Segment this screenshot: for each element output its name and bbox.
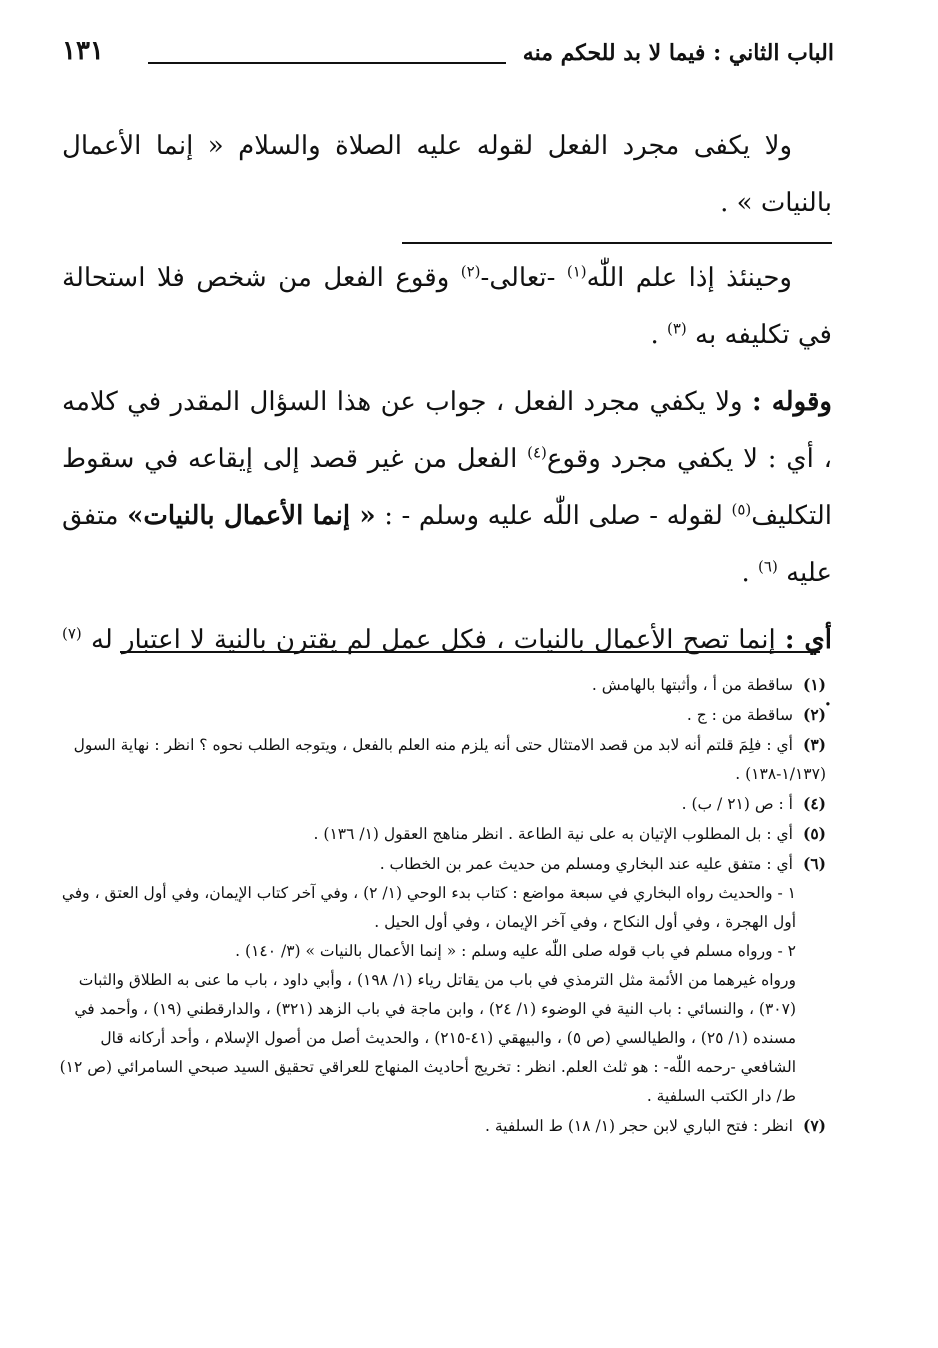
- text-run: وقوع الفعل من شخص فلا استحالة في تكليفه به: [62, 263, 832, 350]
- footnote-number: (٦): [802, 854, 826, 873]
- running-title: الباب الثاني : فيما لا بد للحكم منه: [522, 40, 834, 66]
- text-run: متفق عليه: [62, 501, 832, 588]
- header-rule: [148, 62, 506, 64]
- text-run: ولا يكفي مجرد الفعل ، جواب عن هذا السؤال المقدر في كلامه ، أي : لا يكفي مجرد وقوع: [62, 387, 832, 474]
- footnote-text: أي : فلِمَ قلتم أنه لابد من قصد الامتثال حتى أنه يلزم منه العلم بالفعل ، ويتوجه الطلب نحوه ؟ انظر : نهاية السول (١/١٣٧-١٣٨) .: [73, 736, 826, 783]
- footnote-text: ساقطة من : ج .: [686, 706, 793, 724]
- footnote-marker-2: (٢): [460, 262, 481, 281]
- footnotes: [56, 670, 826, 1141]
- page-number: ١٣١: [62, 36, 104, 66]
- footnote-text: أي : متفق عليه عند البخاري ومسلم من حديث عمر بن الخطاب .: [379, 855, 793, 873]
- footnote-6-detail-3: ورواه غيرهما من الأئمة مثل الترمذي في باب من يقاتل رياء (١/ ١٩٨) ، وأبي داود ، باب ما عنى به الطلاق والثبات (٣٠٧) ، والنسائي : باب النية في الوضوء (١/ ٢٤) ، وابن ماجة في باب الزهد (٣٢١) ، والدارقطني (١٩) ، وأحمد في مسنده (١/ ٢٥) ، والطيالسي (ص ٥) ، والبيهقي (٤١-٢١٥) ، والحديث أصل من أصول الإسلام ، وأحد أركانه قال الشافعي -رحمه اللّٰه- : هو ثلث العلم. انظر : تخريج أحاديث المنهاج للعراقي تحقيق السيد صبحي السامرائي (ص ١٢) ط/ دار الكتب السلفية .: [59, 971, 796, 1105]
- footnote-2: [56, 700, 826, 730]
- footnote-6-detail-2: ٢ - ورواه مسلم في باب قوله صلى اللّٰه عليه وسلم : « إنما الأعمال بالنيات » (٣/ ١٤٠) .: [235, 942, 796, 960]
- paragraph-1: ولا يكفى مجرد الفعل لقوله عليه الصلاة والسلام « إنما الأعمال بالنيات » .: [62, 131, 832, 218]
- text-run: لقوله - صلى اللّٰه عليه وسلم - :: [375, 501, 732, 531]
- paragraph-2: [62, 250, 832, 364]
- footnote-text: أي : بل المطلوب الإتيان به على نية الطاعة . انظر مناهج العقول (١/ ١٣٦) .: [313, 825, 793, 843]
- footnote-marker-1: (١): [566, 262, 587, 281]
- footnote-text: ساقطة من أ ، وأثبتها بالهامش .: [591, 676, 793, 694]
- footnote-text: انظر : فتح الباري لابن حجر (١/ ١٨) ط السلفية .: [484, 1117, 793, 1135]
- footnote-number: (٢): [802, 705, 826, 724]
- text-run: .: [650, 320, 667, 350]
- text-run: الفعل من غير قصد إلى إيقاعه في سقوط التكليف: [62, 444, 832, 531]
- footnote-marker-3: (٣): [667, 319, 687, 338]
- hadith-quote: « إنما الأعمال بالنيات»: [127, 501, 376, 531]
- text-run: إنما تصح الأعمال بالنيات ، فكل عمل لم يقترن بالنية لا اعتبار له: [81, 625, 785, 655]
- lead-word: أي :: [784, 625, 832, 655]
- paragraph-3: [62, 374, 832, 602]
- footnote-marker-4: (٤): [527, 443, 547, 462]
- footnote-number: (٣): [802, 735, 826, 754]
- footnote-3: [56, 730, 826, 789]
- text-run: .: [741, 558, 759, 588]
- footnote-marker-6: (٦): [758, 557, 778, 576]
- footnote-1: [56, 670, 826, 700]
- main-text: [62, 118, 832, 736]
- footnote-separator: [120, 651, 820, 653]
- text-run: -تعالى-: [480, 263, 567, 293]
- text-run: .: [823, 682, 832, 712]
- footnote-number: (١): [802, 675, 826, 694]
- footnote-marker-5: (٥): [731, 500, 752, 519]
- footnote-number: (٧): [802, 1116, 826, 1135]
- footnote-number: (٤): [802, 794, 826, 813]
- footnote-5: [56, 819, 826, 849]
- footnote-6-detail-1: ١ - والحديث رواه البخاري في سبعة مواضع : كتاب بدء الوحي (١/ ٢) ، وفي آخر كتاب الإيمان، وفي أول العتق ، وفي أول الهجرة ، وفي أول النكاح ، وفي آخر الإيمان ، وفي أول الحيل .: [61, 884, 796, 931]
- footnote-7: [56, 1111, 826, 1141]
- lead-word: وقوله :: [751, 387, 832, 417]
- footnote-marker-7: (٧): [62, 624, 82, 643]
- footnote-text: أ : ص (٢١ / ب) .: [681, 795, 793, 813]
- text-run: وحينئذ إذا علم اللّٰه: [586, 263, 792, 293]
- paragraph-divider: [402, 242, 832, 244]
- footnote-6: [56, 849, 826, 879]
- footnote-number: (٥): [802, 824, 826, 843]
- footnote-4: [56, 789, 826, 819]
